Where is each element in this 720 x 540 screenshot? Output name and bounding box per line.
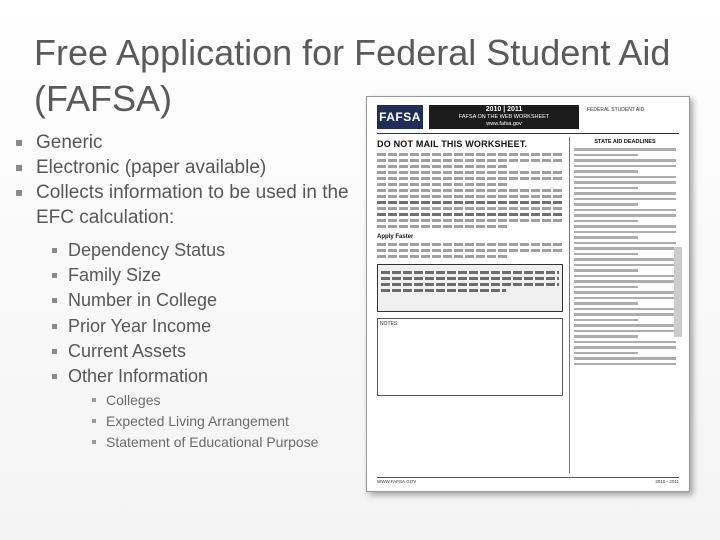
- fafsa-logo: FAFSA: [377, 105, 423, 129]
- sub-bullet-list: [52, 238, 352, 389]
- bullet-list: [16, 130, 356, 230]
- deadline-row: [574, 291, 676, 294]
- deadline-row: [574, 286, 638, 289]
- text-line: [377, 195, 563, 198]
- text-line: [377, 183, 507, 186]
- notes-box: [377, 318, 563, 396]
- do-not-mail-banner: DO NOT MAIL THIS WORKSHEET.: [377, 139, 528, 149]
- text-line: [381, 271, 559, 274]
- text-line: [377, 219, 563, 222]
- deadline-row: [574, 192, 676, 195]
- sub-bullet-current-assets: Current Assets: [52, 339, 352, 364]
- text-line: [377, 165, 507, 168]
- worksheet-subtitle: FAFSA ON THE WEB WORKSHEET: [458, 114, 550, 120]
- text-line: [377, 171, 563, 174]
- notes-label: NOTES:: [380, 321, 399, 327]
- bullet-generic: Generic: [16, 130, 356, 155]
- deadline-list: [574, 148, 680, 365]
- footer-year: 2010 - 2011: [655, 479, 679, 484]
- deadline-row: [574, 357, 676, 360]
- deadline-row: [574, 176, 676, 179]
- text-line: [377, 249, 563, 252]
- deadline-row: [574, 236, 638, 239]
- deadline-row: [574, 308, 676, 311]
- deadline-row: [574, 258, 676, 261]
- text-line: [377, 177, 563, 180]
- side-tab: [674, 247, 682, 337]
- deadline-row: [574, 269, 638, 272]
- sub-bullet-dependency: Dependency Status: [52, 238, 352, 263]
- deadline-row: [574, 280, 676, 283]
- deadline-row: [574, 335, 638, 338]
- apply-faster-heading: Apply Faster: [377, 234, 414, 240]
- text-line: [381, 283, 559, 286]
- deadline-row: [574, 231, 676, 234]
- deadline-row: [574, 148, 676, 151]
- sub-sub-bullet-list: [92, 390, 362, 453]
- deadline-row: [574, 346, 676, 349]
- worksheet-right-column: [569, 137, 680, 473]
- deadline-row: [574, 220, 638, 223]
- text-line: [377, 225, 507, 228]
- text-line: [377, 207, 563, 210]
- bullet-collects-info: Collects information to be used in the EFC calculation:: [16, 180, 356, 230]
- worksheet-left-column: [377, 137, 563, 473]
- worksheet-title-bar: [429, 105, 579, 129]
- deadline-row: [574, 247, 676, 250]
- deadline-row: [574, 187, 638, 190]
- deadline-row: [574, 341, 676, 344]
- sub-bullet-family-size: Family Size: [52, 263, 352, 288]
- deadline-row: [574, 242, 676, 245]
- sub-bullet-other-info: Other Information: [52, 364, 352, 389]
- text-line: [377, 213, 563, 216]
- deadline-row: [574, 209, 676, 212]
- worksheet-header: [377, 103, 679, 134]
- deadline-row: [574, 198, 676, 201]
- state-aid-deadlines-title: STATE AID DEADLINES: [594, 139, 656, 145]
- deadline-row: [574, 324, 676, 327]
- footer-url: WWW.FAFSA.GOV: [377, 479, 417, 484]
- sub-sub-bullet-purpose: Statement of Educational Purpose: [92, 432, 362, 453]
- deadline-row: [574, 225, 676, 228]
- sub-bullet-number-in-college: Number in College: [52, 288, 352, 313]
- text-line: [381, 277, 559, 280]
- sub-bullet-prior-year-income: Prior Year Income: [52, 314, 352, 339]
- deadline-row: [574, 264, 676, 267]
- fafsa-worksheet-image: [366, 96, 690, 492]
- deadline-row: [574, 313, 676, 316]
- deadline-row: [574, 159, 676, 162]
- deadline-row: [574, 275, 676, 278]
- deadline-row: [574, 203, 638, 206]
- text-line: [381, 289, 506, 292]
- deadline-row: [574, 330, 676, 333]
- deadline-row: [574, 302, 638, 305]
- deadline-row: [574, 154, 638, 157]
- deadline-row: [574, 297, 676, 300]
- notice-box: [377, 264, 563, 312]
- text-line: [377, 255, 507, 258]
- deadline-row: [574, 214, 676, 217]
- text-line: [377, 153, 563, 156]
- worksheet-year: 2010 | 2011: [485, 106, 523, 113]
- text-line: [377, 243, 563, 246]
- deadline-row: [574, 165, 676, 168]
- deadline-row: [574, 170, 638, 173]
- text-line: [377, 201, 563, 204]
- deadline-row: [574, 319, 638, 322]
- text-line: [377, 159, 563, 162]
- sub-sub-bullet-colleges: Colleges: [92, 390, 362, 411]
- deadline-row: [574, 363, 676, 366]
- deadline-row: [574, 253, 638, 256]
- deadline-row: [574, 352, 638, 355]
- sub-sub-bullet-living: Expected Living Arrangement: [92, 411, 362, 432]
- dept-seal-text: FEDERAL STUDENT AID: [587, 107, 645, 113]
- text-line: [377, 189, 563, 192]
- worksheet-url: www.fafsa.gov: [486, 121, 522, 127]
- worksheet-footer: [377, 477, 679, 486]
- deadline-row: [574, 181, 676, 184]
- page-title: Free Application for Federal Student Aid (FAFSA): [34, 32, 671, 119]
- bullet-electronic: Electronic (paper available): [16, 155, 356, 180]
